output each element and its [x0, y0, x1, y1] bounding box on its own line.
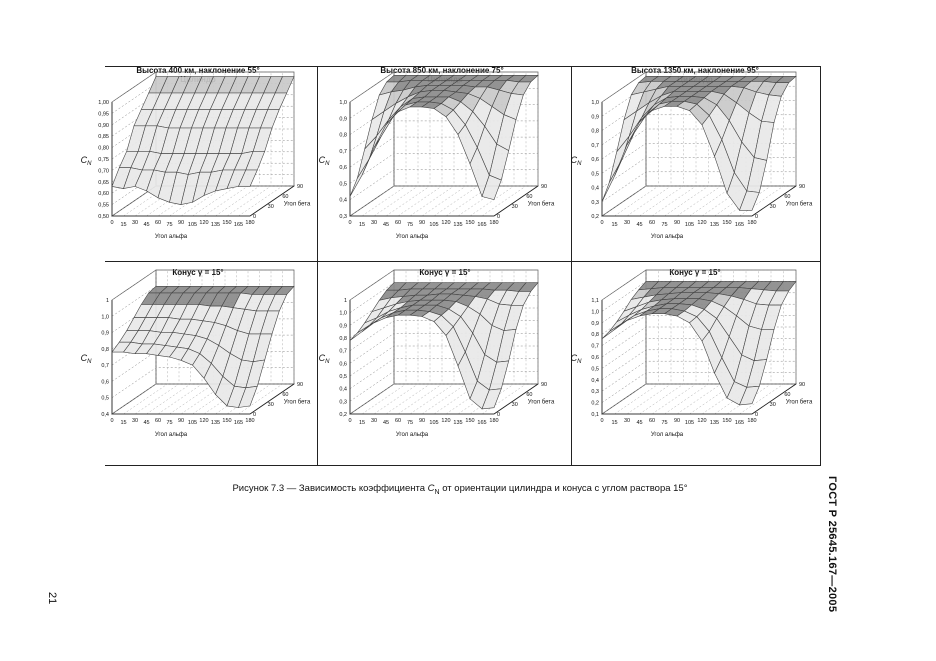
- z-gridline: [602, 384, 796, 414]
- z-tick-label: 0,9: [339, 323, 347, 330]
- z-tick-label: 0,55: [98, 202, 109, 209]
- x-tick-label: 180: [489, 418, 499, 424]
- z-axis-label: $C_N$: [80, 353, 92, 365]
- surface: [112, 286, 294, 407]
- z-tick-label: 0,9: [101, 330, 109, 337]
- x-tick-label: 90: [418, 220, 426, 226]
- z-tick-label: 0,60: [98, 191, 109, 198]
- z-tick-label: 0,2: [339, 412, 347, 418]
- y-tick-label: 90: [541, 382, 548, 388]
- x-tick-label: 135: [210, 222, 221, 228]
- x-axis-label: Угол альфа: [154, 432, 188, 438]
- y-tick-label: 0: [755, 412, 759, 418]
- x-tick-label: 60: [394, 220, 402, 226]
- z-tick-label: 0,5: [101, 395, 109, 402]
- caption-symbol: C: [427, 483, 435, 494]
- x-tick-label: 75: [406, 222, 414, 228]
- z-tick-label: 0,70: [98, 168, 109, 175]
- z-tick-label: 0,8: [339, 132, 347, 139]
- frame-middle-line: [105, 261, 821, 262]
- x-tick-label: 180: [245, 418, 255, 424]
- x-tick-label: 30: [131, 220, 139, 226]
- y-tick-label: 30: [769, 402, 776, 408]
- x-tick-label: 15: [358, 222, 366, 228]
- x-tick-label: 135: [709, 420, 720, 426]
- frame-divider-1: [317, 66, 318, 466]
- frame-right-line: [820, 66, 821, 466]
- z-tick-label: 0,5: [591, 366, 599, 373]
- x-tick-label: 45: [636, 222, 643, 228]
- z-tick-label: 0,8: [339, 336, 347, 342]
- surface: [602, 281, 796, 405]
- z-tick-label: 0,3: [591, 199, 599, 206]
- z-tick-label: 0,5: [339, 181, 347, 188]
- y-tick-label: 30: [267, 402, 274, 408]
- y-tick-label: 30: [267, 204, 274, 210]
- standard-designation: ГОСТ Р 25645.167—2005: [826, 476, 838, 613]
- x-tick-label: 60: [394, 418, 402, 424]
- x-tick-label: 105: [684, 420, 695, 426]
- surface-chart-cone-400km: [80, 282, 311, 456]
- z-tick-label: 1,0: [591, 309, 599, 316]
- z-tick-label: 0,6: [339, 165, 347, 172]
- x-axis-label: Угол альфа: [395, 432, 429, 438]
- floor-plane: [350, 186, 538, 216]
- x-tick-label: 30: [623, 220, 631, 226]
- floor-plane: [602, 384, 796, 414]
- y-tick-label: 60: [526, 392, 533, 398]
- z-tick-label: 0,7: [591, 142, 599, 149]
- z-tick-label: 0,3: [591, 389, 599, 396]
- z-gridline: [350, 153, 538, 183]
- x-tick-label: 150: [722, 418, 732, 424]
- column-header-400km: Высота 400 км, наклонение 55°: [136, 66, 260, 75]
- floor-plane: [350, 384, 538, 414]
- x-tick-label: 90: [418, 418, 426, 424]
- surface: [602, 76, 796, 210]
- x-tick-label: 30: [370, 418, 378, 424]
- z-tick-label: 0,65: [98, 179, 109, 186]
- z-tick-label: 0,8: [591, 128, 599, 135]
- y-axis-label: Угол бета: [527, 399, 555, 406]
- z-axis-label: $C_N$: [570, 155, 582, 167]
- x-tick-label: 165: [734, 420, 745, 426]
- panel-title-cone-1: Конус γ = 15°: [172, 268, 224, 277]
- z-tick-label: 0,4: [339, 386, 347, 393]
- surface: [350, 75, 538, 199]
- z-tick-label: 0,7: [339, 148, 347, 155]
- x-tick-label: 75: [166, 420, 173, 426]
- x-axis-label: Угол альфа: [395, 234, 429, 240]
- x-tick-label: 45: [382, 420, 390, 426]
- x-tick-label: 150: [222, 220, 232, 226]
- z-axis-label-subscript: N: [325, 161, 330, 167]
- z-tick-label: 1: [343, 298, 347, 304]
- z-gridline: [602, 158, 796, 188]
- x-tick-label: 30: [370, 220, 378, 226]
- z-axis-label: $C_N$: [80, 155, 92, 167]
- z-tick-label: 0,3: [339, 399, 347, 406]
- x-tick-label: 150: [465, 418, 475, 424]
- y-tick-label: 0: [253, 214, 257, 220]
- x-tick-label: 0: [348, 418, 352, 424]
- x-tick-label: 165: [477, 420, 487, 426]
- x-tick-label: 75: [661, 420, 668, 426]
- x-tick-label: 15: [120, 222, 127, 228]
- x-tick-label: 180: [747, 418, 757, 424]
- z-tick-label: 0,75: [98, 157, 109, 163]
- z-tick-label: 0,6: [591, 355, 599, 361]
- x-tick-label: 0: [600, 220, 604, 226]
- z-tick-label: 0,7: [101, 363, 109, 370]
- y-tick-label: 60: [784, 392, 791, 398]
- z-gridline: [350, 186, 538, 216]
- y-tick-label: 30: [511, 402, 518, 408]
- x-tick-label: 45: [382, 222, 390, 228]
- z-tick-label: 0,9: [339, 116, 347, 123]
- z-tick-label: 0,85: [98, 134, 109, 141]
- y-tick-label: 0: [253, 412, 257, 418]
- z-tick-label: 0,2: [591, 400, 599, 407]
- z-tick-label: 0,8: [591, 332, 599, 339]
- y-tick-label: 0: [497, 412, 501, 418]
- x-tick-label: 180: [489, 220, 499, 226]
- x-tick-label: 105: [684, 222, 695, 228]
- x-tick-label: 165: [734, 222, 745, 228]
- surface-chart-cone-850km: [318, 282, 555, 456]
- y-tick-label: 60: [526, 194, 533, 200]
- surface-chart-cone-1350km: [570, 282, 813, 456]
- z-axis-label-subscript: N: [577, 359, 582, 365]
- z-tick-label: 0,90: [98, 122, 109, 129]
- page-number: 21: [46, 592, 58, 605]
- z-tick-label: 0,4: [339, 197, 347, 204]
- z-tick-label: 0,80: [98, 145, 109, 152]
- x-tick-label: 0: [110, 220, 114, 226]
- x-tick-label: 150: [465, 220, 475, 226]
- z-tick-label: 0,8: [101, 346, 109, 353]
- z-tick-label: 0,3: [339, 214, 347, 220]
- y-axis-label: Угол бета: [283, 201, 311, 208]
- floor-plane: [112, 384, 294, 414]
- column-header-1350km: Высота 1350 км, наклонение 95°: [631, 66, 759, 75]
- z-tick-label: 0,95: [98, 111, 109, 118]
- z-tick-label: 0,6: [101, 379, 109, 386]
- caption-suffix: от ориентации цилиндра и конуса с углом раствора 15°: [439, 483, 688, 494]
- x-tick-label: 120: [199, 220, 209, 226]
- x-tick-label: 75: [661, 222, 668, 228]
- x-tick-label: 45: [636, 420, 643, 426]
- x-tick-label: 120: [441, 220, 451, 226]
- y-axis-label: Угол бета: [785, 201, 813, 208]
- z-axis-label: $C_N$: [570, 353, 582, 365]
- z-axis-label-subscript: N: [577, 161, 582, 167]
- x-tick-label: 105: [187, 222, 198, 228]
- y-tick-label: 30: [769, 204, 776, 210]
- x-tick-label: 165: [233, 222, 244, 228]
- x-tick-label: 180: [747, 220, 757, 226]
- z-tick-label: 0,6: [339, 361, 347, 368]
- z-tick-label: 0,4: [591, 377, 599, 384]
- y-tick-label: 90: [297, 382, 304, 388]
- caption-subscript: N: [434, 488, 440, 496]
- floor-plane: [602, 186, 796, 216]
- z-gridline: [602, 186, 796, 216]
- y-tick-label: 60: [282, 194, 289, 200]
- z-axis-label: $C_N$: [318, 155, 330, 167]
- z-gridline: [350, 170, 538, 200]
- x-tick-label: 90: [177, 220, 185, 226]
- z-gridline: [350, 371, 538, 401]
- surface-chart-cylinder-1350km: [570, 84, 813, 256]
- x-tick-label: 180: [245, 220, 255, 226]
- z-tick-label: 1,0: [339, 100, 347, 106]
- x-tick-label: 60: [154, 418, 162, 424]
- surface-chart-cylinder-850km: [318, 84, 555, 256]
- y-tick-label: 0: [755, 214, 759, 220]
- x-tick-label: 135: [453, 420, 463, 426]
- y-tick-label: 90: [799, 184, 806, 190]
- z-axis-label-subscript: N: [87, 161, 92, 167]
- column-header-850km: Высота 850 км, наклонение 75°: [380, 66, 504, 75]
- z-axis-label-subscript: N: [325, 359, 330, 365]
- x-tick-label: 90: [177, 418, 185, 424]
- x-axis-label: Угол альфа: [650, 432, 684, 438]
- z-tick-label: 1: [105, 298, 109, 304]
- y-tick-label: 0: [497, 214, 501, 220]
- x-tick-label: 135: [709, 222, 720, 228]
- caption-prefix: Рисунок 7.3 — Зависимость коэффициента: [232, 483, 428, 494]
- y-tick-label: 90: [799, 382, 806, 388]
- z-gridline: [350, 384, 538, 414]
- x-tick-label: 60: [154, 220, 162, 226]
- x-tick-label: 165: [477, 222, 487, 228]
- x-tick-label: 105: [429, 420, 439, 426]
- x-tick-label: 120: [697, 418, 707, 424]
- x-tick-label: 135: [453, 222, 463, 228]
- x-axis-label: Угол альфа: [154, 234, 188, 240]
- x-tick-label: 15: [358, 420, 366, 426]
- z-axis-label: $C_N$: [318, 353, 330, 365]
- x-tick-label: 135: [210, 420, 221, 426]
- y-tick-label: 30: [511, 204, 518, 210]
- z-gridline: [602, 373, 796, 403]
- y-tick-label: 60: [282, 392, 289, 398]
- z-tick-label: 0,4: [101, 412, 109, 418]
- z-tick-label: 1,1: [591, 298, 599, 304]
- z-tick-label: 0,1: [591, 412, 599, 418]
- z-tick-label: 0,9: [591, 320, 599, 327]
- z-tick-label: 0,50: [98, 214, 109, 220]
- z-tick-label: 1,0: [339, 310, 347, 317]
- z-tick-label: 0,7: [591, 343, 599, 350]
- surface-chart-cylinder-400km: [80, 84, 311, 256]
- surface: [350, 283, 538, 409]
- x-tick-label: 105: [187, 420, 198, 426]
- x-tick-label: 105: [429, 222, 439, 228]
- y-axis-label: Угол бета: [283, 399, 311, 406]
- panel-title-cone-2: Конус γ = 15°: [419, 268, 471, 277]
- x-tick-label: 60: [648, 418, 656, 424]
- y-axis-label: Угол бета: [785, 399, 813, 406]
- figure-caption: [180, 483, 740, 496]
- z-tick-label: 0,2: [591, 214, 599, 220]
- x-tick-label: 15: [611, 222, 618, 228]
- x-tick-label: 30: [623, 418, 631, 424]
- frame-bottom-line: [105, 465, 821, 466]
- x-tick-label: 150: [222, 418, 232, 424]
- x-tick-label: 0: [348, 220, 352, 226]
- z-tick-label: 0,7: [339, 348, 347, 355]
- panel-title-cone-3: Конус γ = 15°: [669, 268, 721, 277]
- x-tick-label: 45: [143, 222, 150, 228]
- x-tick-label: 30: [131, 418, 139, 424]
- x-tick-label: 0: [110, 418, 114, 424]
- x-tick-label: 90: [673, 220, 681, 226]
- x-tick-label: 120: [441, 418, 451, 424]
- z-tick-label: 1,0: [101, 314, 109, 321]
- z-tick-label: 0,5: [591, 171, 599, 178]
- x-tick-label: 120: [199, 418, 209, 424]
- y-tick-label: 60: [784, 194, 791, 200]
- z-tick-label: 0,4: [591, 185, 599, 192]
- x-tick-label: 90: [673, 418, 681, 424]
- x-tick-label: 120: [697, 220, 707, 226]
- z-tick-label: 1,00: [98, 100, 109, 106]
- surface: [112, 77, 294, 205]
- x-tick-label: 0: [600, 418, 604, 424]
- z-tick-label: 0,9: [591, 114, 599, 121]
- z-tick-label: 0,6: [591, 157, 599, 163]
- x-axis-label: Угол альфа: [650, 234, 684, 240]
- z-tick-label: 1,0: [591, 100, 599, 106]
- x-tick-label: 60: [648, 220, 656, 226]
- x-tick-label: 165: [233, 420, 244, 426]
- y-tick-label: 90: [541, 184, 548, 190]
- z-axis-label-subscript: N: [87, 359, 92, 365]
- x-tick-label: 75: [166, 222, 173, 228]
- x-tick-label: 150: [722, 220, 732, 226]
- y-axis-label: Угол бета: [527, 201, 555, 208]
- y-tick-label: 90: [297, 184, 304, 190]
- x-tick-label: 75: [406, 420, 414, 426]
- x-tick-label: 45: [143, 420, 150, 426]
- x-tick-label: 15: [611, 420, 618, 426]
- x-tick-label: 15: [120, 420, 127, 426]
- z-gridline: [112, 384, 294, 414]
- z-tick-label: 0,5: [339, 374, 347, 380]
